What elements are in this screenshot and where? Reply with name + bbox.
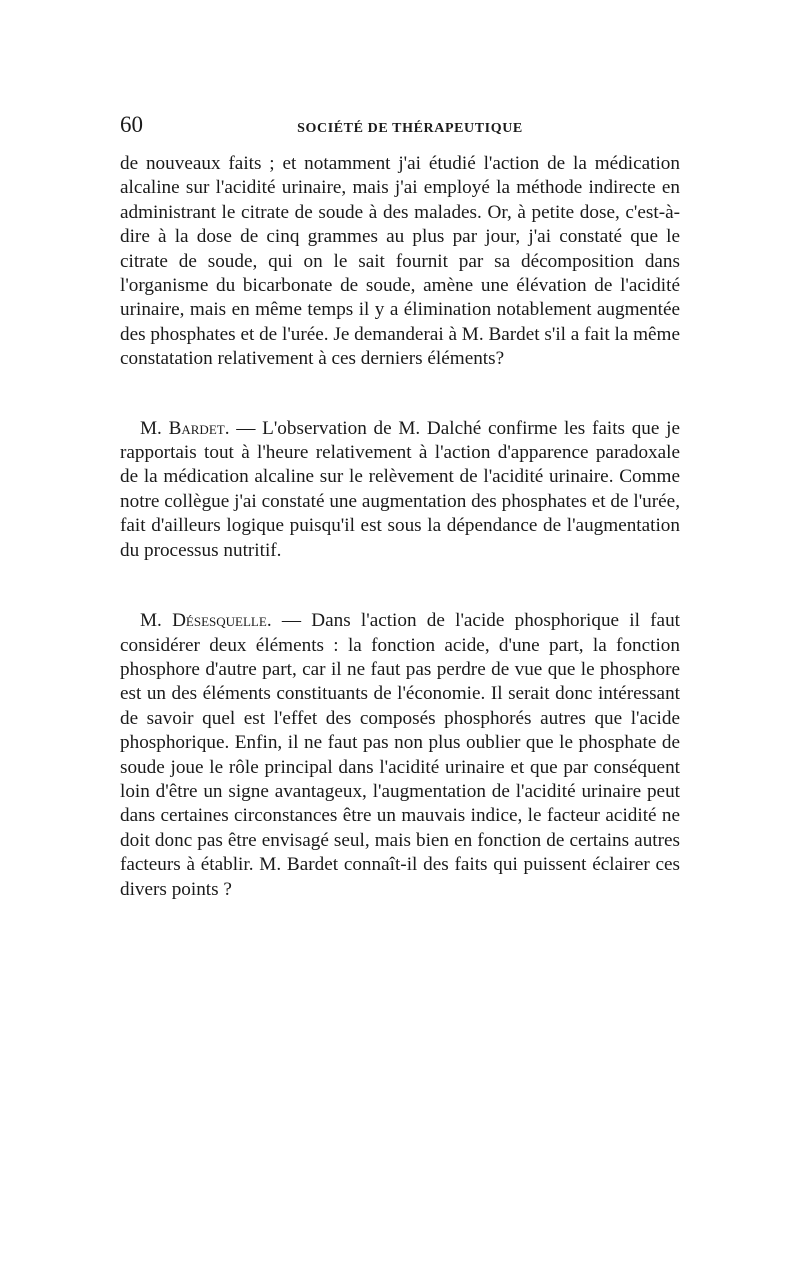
paragraph-gap <box>120 563 680 609</box>
paragraph-gap <box>120 372 680 417</box>
paragraph-text: — L'observation de M. Dalché confirme les faits que je rapportais tout à l'heure relativement à l'action d'apparence paradoxale de la médication alcaline sur le relèvement de l'acidité urinaire. Comme notre collègue j'ai constaté une augmentation des phosphates et de l'urée, fait d'ailleurs logique puisqu'il est sous la dépendance de l'augmentation du processus nutritif. <box>120 417 680 561</box>
book-page <box>120 112 680 902</box>
paragraph-desesquelle <box>120 609 680 902</box>
speaker-name: M. Bardet. <box>140 417 230 439</box>
paragraph-text: de nouveaux faits ; et notamment j'ai étudié l'action de la médication alcaline sur l'acidité urinaire, mais j'ai employé la méthode indirecte en administrant le citrate de soude à des malades. Or, à petite dose, c'est-à-dire à la dose de cinq grammes au plus par jour, j'ai constaté que le citrate de soude, qui on le sait fournit par sa décomposition dans l'organisme du bicarbonate de soude, amène une élévation de l'acidité urinaire, mais en même temps il y a élimination notablement augmentée des phosphates et de l'urée. Je demanderai à M. Bardet s'il a fait la même constatation relativement à ces derniers éléments? <box>120 153 680 370</box>
speaker-name: M. Désesquelle. <box>140 610 272 632</box>
paragraph-text: — Dans l'action de l'acide phosphorique il faut considérer deux éléments : la fonction acide, d'une part, la fonction phosphore d'autre part, car il ne faut pas perdre de vue que le phosphore est un des éléments constituants de l'économie. Il serait donc intéressant de savoir quel est l'effet des composés phosphorés autres que l'acide phosphorique. Enfin, il ne faut pas non plus oublier que le phosphate de soude joue le rôle principal dans l'acidité urinaire et que par conséquent loin d'être un signe avantageux, l'augmentation de l'acidité urinaire peut dans certaines circonstances être un mauvais indice, le facteur acidité ne doit donc pas être envisagé seul, mais bien en fonction de certains autres facteurs à établir. M. Bardet connaît-il des faits qui puissent éclairer ces divers points ? <box>120 610 680 900</box>
paragraph-continuation <box>120 152 680 372</box>
page-number: 60 <box>120 112 143 137</box>
running-title: SOCIÉTÉ DE THÉRAPEUTIQUE <box>297 121 523 136</box>
page-header <box>120 112 680 142</box>
paragraph-bardet <box>120 417 680 563</box>
